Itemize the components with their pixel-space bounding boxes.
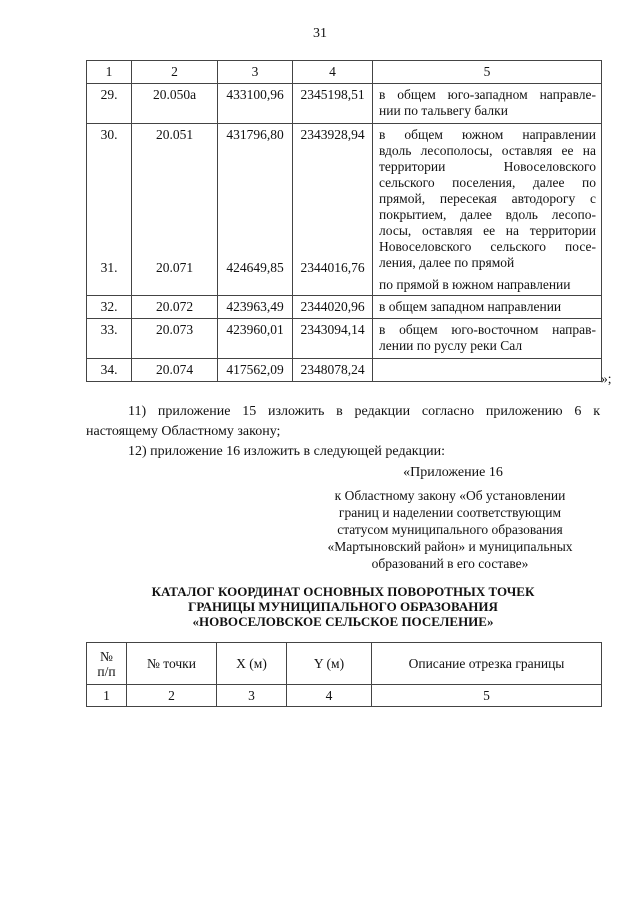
description-line: нии по тальвегу балки [379,103,508,118]
column-number-cell: 5 [373,61,602,84]
segment-description-pair [373,124,602,296]
description-line: в общем юго-западном направле- [379,87,596,102]
description-line: Новоселовского сельского посе- [379,239,596,254]
catalog-title-line: КАТАЛОГ КООРДИНАТ ОСНОВНЫХ ПОВОРОТНЫХ ТОЧЕК [151,584,535,599]
header-index: № п/п [87,643,127,685]
x-coordinate: 433100,96 [218,84,293,124]
catalog-title [86,584,600,629]
segment-description [373,296,602,319]
description-line: по прямой в южном направлении [379,277,571,292]
appendix-line: границ и наделении соответствующим [338,505,562,520]
description-line: покрытием, далее вдоль лесопо- [379,207,596,222]
catalog-title-line: «НОВОСЕЛОВСКОЕ СЕЛЬСКОЕ ПОСЕЛЕНИЕ» [192,614,494,629]
description-line: территории Новоселовского [379,159,596,174]
table-column-numbers-row [87,61,602,84]
column-number-cell: 4 [293,61,373,84]
header-description: Описание отрезка границы [372,643,602,685]
description-line: в общем южном направлении [379,127,596,142]
appendix-line: образований в его составе» [371,556,529,571]
y-coordinate: 2348078,24 [293,359,373,382]
appendix-line: статусом муниципального образования [337,522,563,537]
point-number: 20.074 [132,359,218,382]
row-index: 32. [87,296,132,319]
row-index: 34. [87,359,132,382]
appendix-line: к Областному закону «Об установлении [334,488,566,503]
table-row [87,84,602,124]
description-line: прямой, пересекая автодорогу с [379,191,596,206]
column-number-cell: 3 [217,685,287,707]
description-line: в общем западном направлении [379,299,562,314]
y-coordinate: 2343094,14 [293,319,373,359]
y-coordinate: 2344020,96 [293,296,373,319]
table-row [87,319,602,359]
point-number-pair: 20.051 20.071 [132,124,218,296]
x-coordinate: 423963,49 [218,296,293,319]
coordinates-table-continued [86,60,602,382]
table-header-row [87,643,602,685]
description-line: лении по руслу реки Сал [379,338,523,353]
header-x: X (м) [217,643,287,685]
y-coordinate: 2345198,51 [293,84,373,124]
column-number-cell: 4 [287,685,372,707]
x-coordinate-pair: 431796,80 424649,85 [218,124,293,296]
column-number-cell: 3 [218,61,293,84]
y-coordinate-pair: 2343928,94 2344016,76 [293,124,373,296]
paragraph-item-11: 11) приложение 15 изложить в редакции согласно приложению 6 к настоящему Областному закону; [86,404,600,439]
appendix-line: «Мартыновский район» и муниципальных [327,539,573,554]
header-point-number: № точки [127,643,217,685]
table-row [87,124,602,296]
segment-description [373,84,602,124]
paragraph-item-12: 12) приложение 16 изложить в следующей редакции: [128,444,445,459]
column-number-cell: 1 [87,61,132,84]
column-number-cell: 2 [132,61,218,84]
x-coordinate: 423960,01 [218,319,293,359]
x-coordinate: 417562,09 [218,359,293,382]
description-line: лосы, оставляя ее на территории [379,223,596,238]
description-line: сельского поселения, далее по [379,175,596,190]
point-number: 20.073 [132,319,218,359]
row-index: 33. [87,319,132,359]
appendix-title: «Приложение 16 [403,465,503,480]
column-number-cell: 1 [87,685,127,707]
segment-description [373,319,602,359]
description-line: ления, далее по прямой [379,255,515,270]
column-number-cell: 2 [127,685,217,707]
segment-description-empty [373,359,602,382]
page-number: 31 [313,26,327,41]
description-line: вдоль лесополосы, оставляя ее на [379,143,596,158]
description-line: в общем юго-восточном направ- [379,322,596,337]
table-row [87,296,602,319]
row-index-pair: 30. 31. [87,124,132,296]
row-index: 29. [87,84,132,124]
coordinates-catalog-table [86,642,602,707]
point-number: 20.050а [132,84,218,124]
column-number-cell: 5 [372,685,602,707]
point-number: 20.072 [132,296,218,319]
catalog-title-line: ГРАНИЦЫ МУНИЦИПАЛЬНОГО ОБРАЗОВАНИЯ [188,599,498,614]
header-y: Y (м) [287,643,372,685]
table-column-numbers-row [87,685,602,707]
appendix-heading [300,464,600,572]
table-row [87,359,602,382]
quote-closing: »; [601,371,612,386]
